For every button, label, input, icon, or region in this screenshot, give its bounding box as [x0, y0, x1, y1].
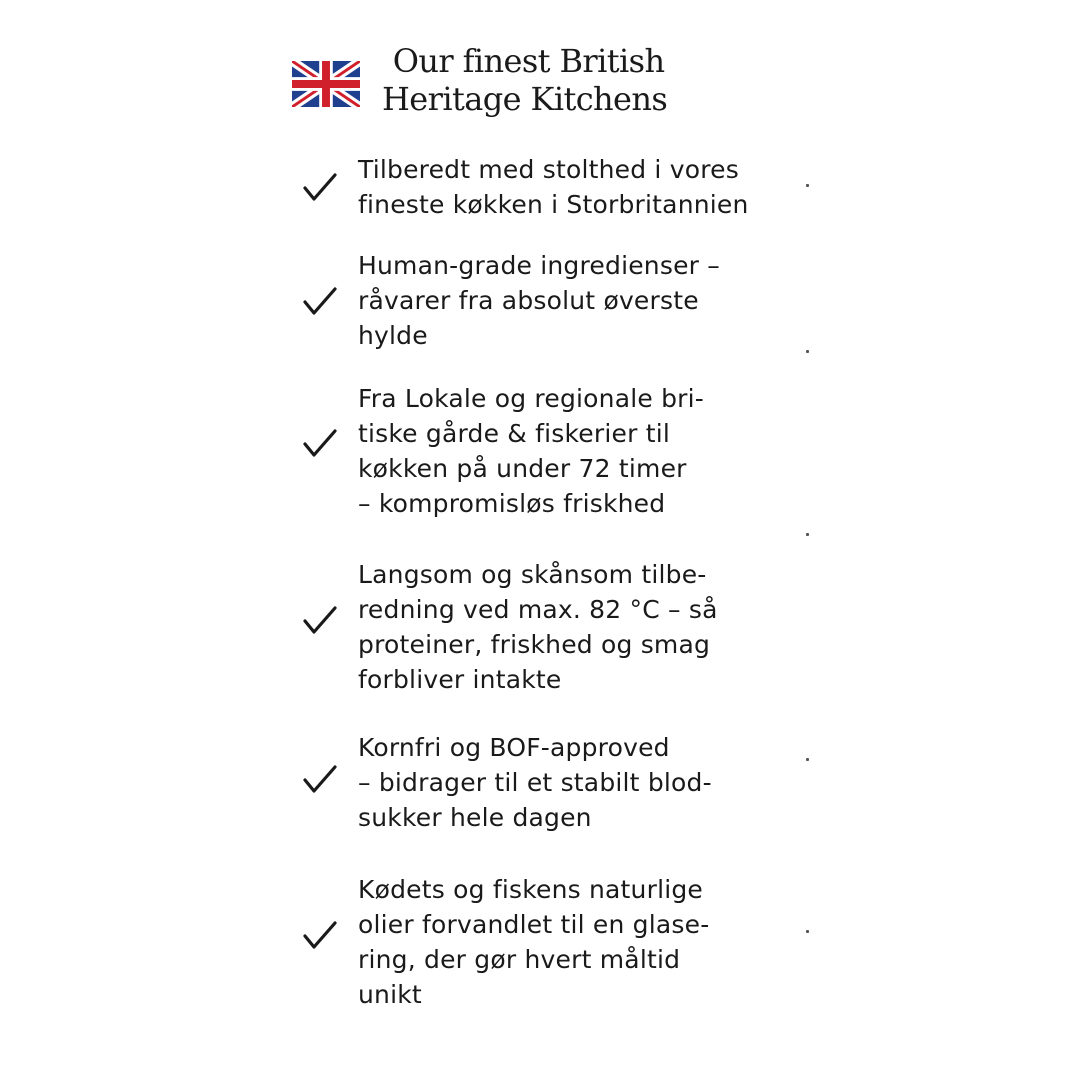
- feature-line: fineste køkken i Storbritannien: [358, 190, 749, 219]
- feature-line: redning ved max. 82 °C – så: [358, 595, 718, 624]
- feature-item: [300, 381, 820, 523]
- feature-line: ring, der gør hvert måltid: [358, 945, 681, 974]
- feature-line: Fra Lokale og regionale bri-: [358, 384, 705, 413]
- decorative-mark: [806, 533, 809, 536]
- union-jack-flag-icon: [292, 61, 360, 107]
- feature-line: råvarer fra absolut øverste: [358, 286, 699, 315]
- checkmark-icon: [302, 918, 338, 954]
- feature-line: Kornfri og BOF-approved: [358, 733, 670, 762]
- feature-line: sukker hele dagen: [358, 803, 592, 832]
- feature-item: [300, 730, 820, 836]
- checkmark-icon: [302, 426, 338, 462]
- feature-text: [358, 557, 718, 697]
- feature-line: Kødets og fiskens naturlige: [358, 875, 704, 904]
- feature-text: [358, 381, 704, 521]
- feature-line: Tilberedt med stolthed i vores: [358, 155, 739, 184]
- feature-text: [358, 730, 712, 835]
- feature-item: [300, 557, 820, 699]
- feature-text: [358, 872, 709, 1012]
- decorative-mark: [806, 184, 809, 187]
- feature-line: forbliver intakte: [358, 665, 562, 694]
- checkmark-icon: [302, 170, 338, 206]
- checkmark-icon: [302, 284, 338, 320]
- feature-line: tiske gårde & fiskerier til: [358, 419, 671, 448]
- feature-line: – kompromisløs friskhed: [358, 489, 666, 518]
- feature-item: [300, 248, 820, 354]
- feature-item: [300, 152, 820, 224]
- header: [292, 40, 712, 124]
- title-line: Heritage Kitchens: [382, 80, 668, 118]
- feature-line: unikt: [358, 980, 422, 1009]
- feature-line: – bidrager til et stabilt blod-: [358, 768, 712, 797]
- feature-line: olier forvandlet til en glase-: [358, 910, 710, 939]
- checkmark-icon: [302, 603, 338, 639]
- feature-line: Human-grade ingredienser –: [358, 251, 720, 280]
- feature-line: hylde: [358, 321, 428, 350]
- feature-text: [358, 248, 720, 353]
- decorative-mark: [806, 758, 809, 761]
- checkmark-icon: [302, 762, 338, 798]
- title-line: Our finest British: [392, 42, 665, 80]
- feature-text: [358, 152, 749, 222]
- feature-line: Langsom og skånsom tilbe-: [358, 560, 707, 589]
- feature-item: [300, 872, 820, 1014]
- feature-line: proteiner, friskhed og smag: [358, 630, 711, 659]
- decorative-mark: [806, 930, 809, 933]
- feature-line: køkken på under 72 timer: [358, 454, 687, 483]
- page-title: [382, 42, 667, 118]
- decorative-mark: [806, 350, 809, 353]
